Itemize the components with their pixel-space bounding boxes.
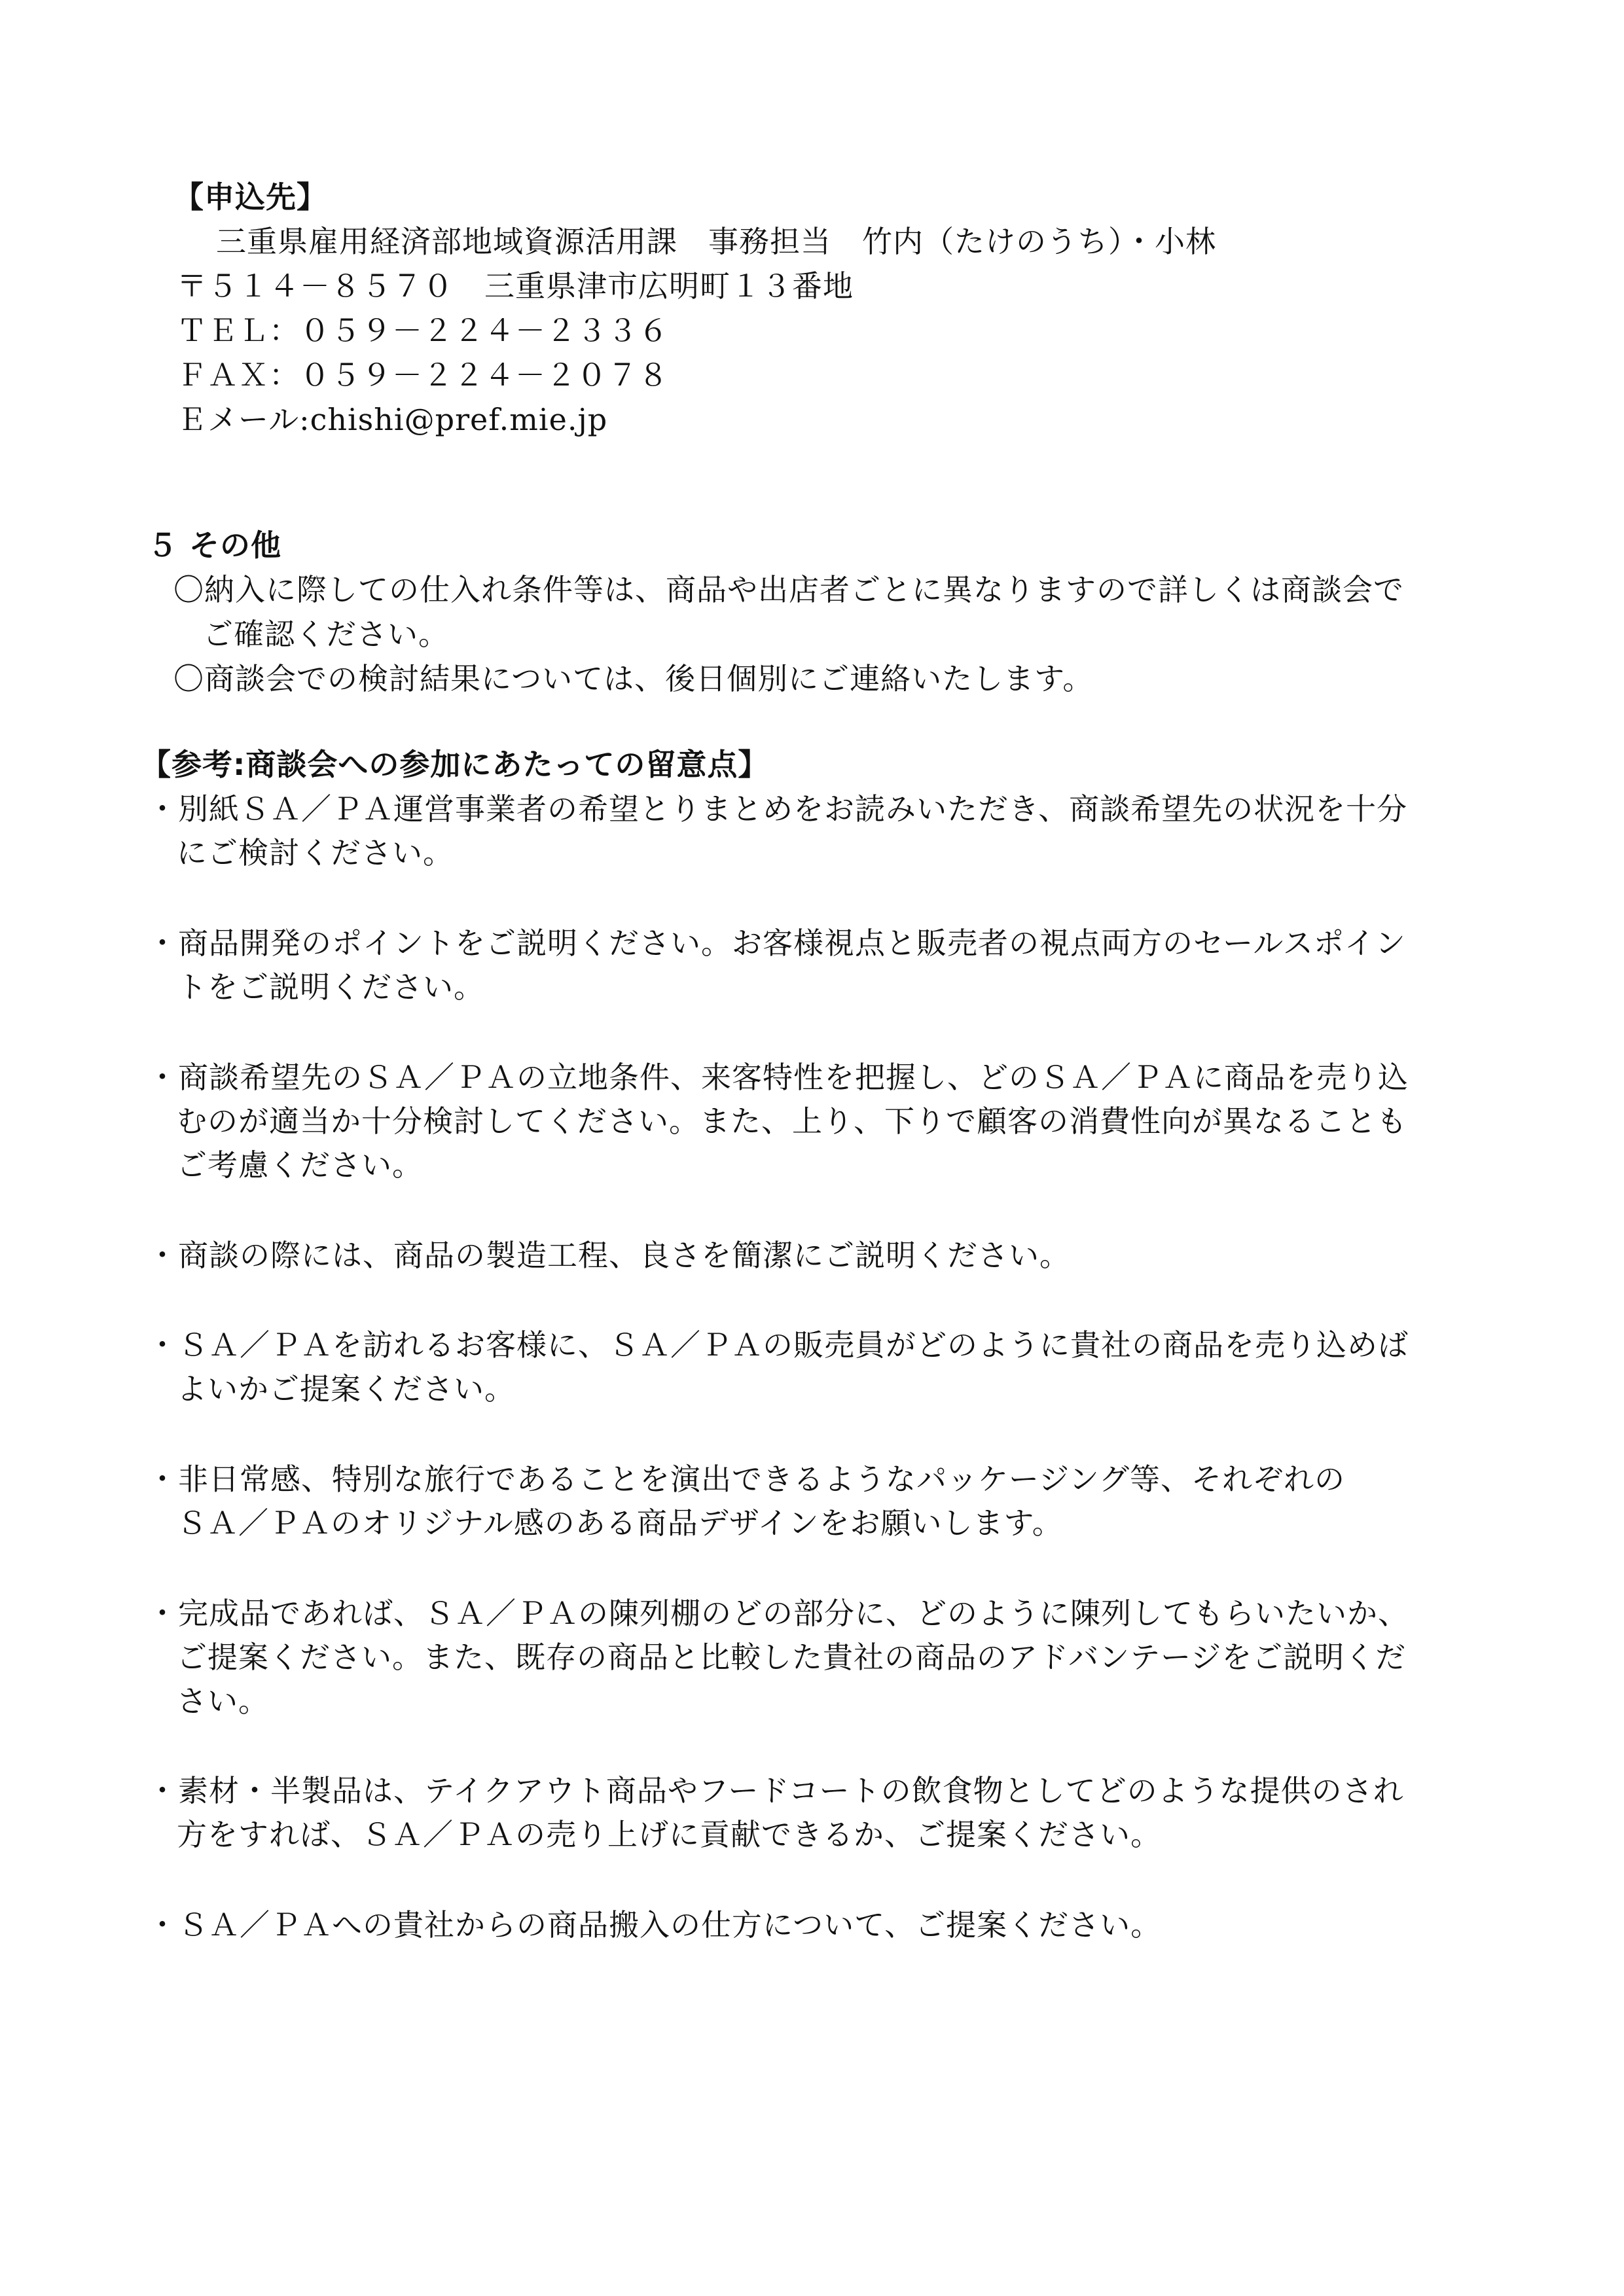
note-2-line1: ・商品開発のポイントをご説明ください。お客様視点と販売者の視点両方のセールスポイン [147, 925, 1406, 961]
notes-heading: 【参考:商談会への参加にあたっての留意点】 [141, 747, 769, 782]
note-9-line1: ・ＳＡ／ＰＡへの貴社からの商品搬入の仕方について、ご提案ください。 [147, 1907, 1162, 1943]
note-6-line1: ・非日常感、特別な旅行であることを演出できるようなパッケージング等、それぞれの [147, 1462, 1346, 1497]
note-4-line1: ・商談の際には、商品の製造工程、良さを簡潔にご説明ください。 [147, 1238, 1070, 1273]
contact-address: 〒５１４－８５７０ 三重県津市広明町１３番地 [177, 268, 854, 304]
note-5-line1: ・ＳＡ／ＰＡを訪れるお客様に、ＳＡ／ＰＡの販売員がどのように貴社の商品を売り込めば [147, 1327, 1409, 1363]
note-7-line1: ・完成品であれば、ＳＡ／ＰＡの陳列棚のどの部分に、どのように陳列してもらいたいか、 [147, 1596, 1409, 1631]
note-3-line1: ・商談希望先のＳＡ／ＰＡの立地条件、来客特性を把握し、どのＳＡ／ＰＡに商品を売り込 [147, 1060, 1409, 1095]
contact-email: Ｅメール:chishi@pref.mie.jp [177, 402, 608, 437]
note-5-line2: よいかご提案ください。 [177, 1371, 515, 1407]
contact-tel: ＴＥＬ：０５９－２２４－２３３６ [177, 313, 669, 348]
other-item2: 〇商談会での検討結果については、後日個別にご連絡いたします。 [173, 661, 1094, 696]
note-1-line1: ・別紙ＳＡ／ＰＡ運営事業者の希望とりまとめをお読みいただき、商談希望先の状況を十分 [147, 791, 1408, 827]
note-7-line3: さい。 [177, 1683, 269, 1719]
note-3-line2: むのが適当か十分検討してください。また、上り、下りで顧客の消費性向が異なることも [177, 1103, 1407, 1139]
contact-heading: 【申込先】 [173, 179, 327, 215]
other-heading: ５ その他 [147, 528, 282, 563]
note-3-line3: ご考慮ください。 [177, 1147, 423, 1183]
note-8-line1: ・素材・半製品は、テイクアウト商品やフードコートの飲食物としてどのような提供のされ [147, 1773, 1404, 1808]
contact-fax: ＦＡＸ：０５９－２２４－２０７８ [177, 357, 669, 393]
note-1-line2: にご検討ください。 [177, 835, 454, 870]
contact-department: 三重県雇用経済部地域資源活用課 事務担当 竹内（たけのうち）・小林 [216, 224, 1216, 259]
other-item1-line1: 〇納入に際しての仕入れ条件等は、商品や出店者ごとに異なりますので詳しくは商談会で [173, 572, 1404, 607]
note-6-line2: ＳＡ／ＰＡのオリジナル感のある商品デザインをお願いします。 [177, 1505, 1063, 1541]
note-7-line2: ご提案ください。また、既存の商品と比較した貴社の商品のアドバンテージをご説明くだ [177, 1640, 1407, 1675]
note-8-line2: 方をすれば、ＳＡ／ＰＡの売り上げに貢献できるか、ご提案ください。 [177, 1817, 1161, 1852]
other-item1-line2: ご確認ください。 [203, 617, 449, 652]
note-2-line2: トをご説明ください。 [177, 969, 484, 1005]
